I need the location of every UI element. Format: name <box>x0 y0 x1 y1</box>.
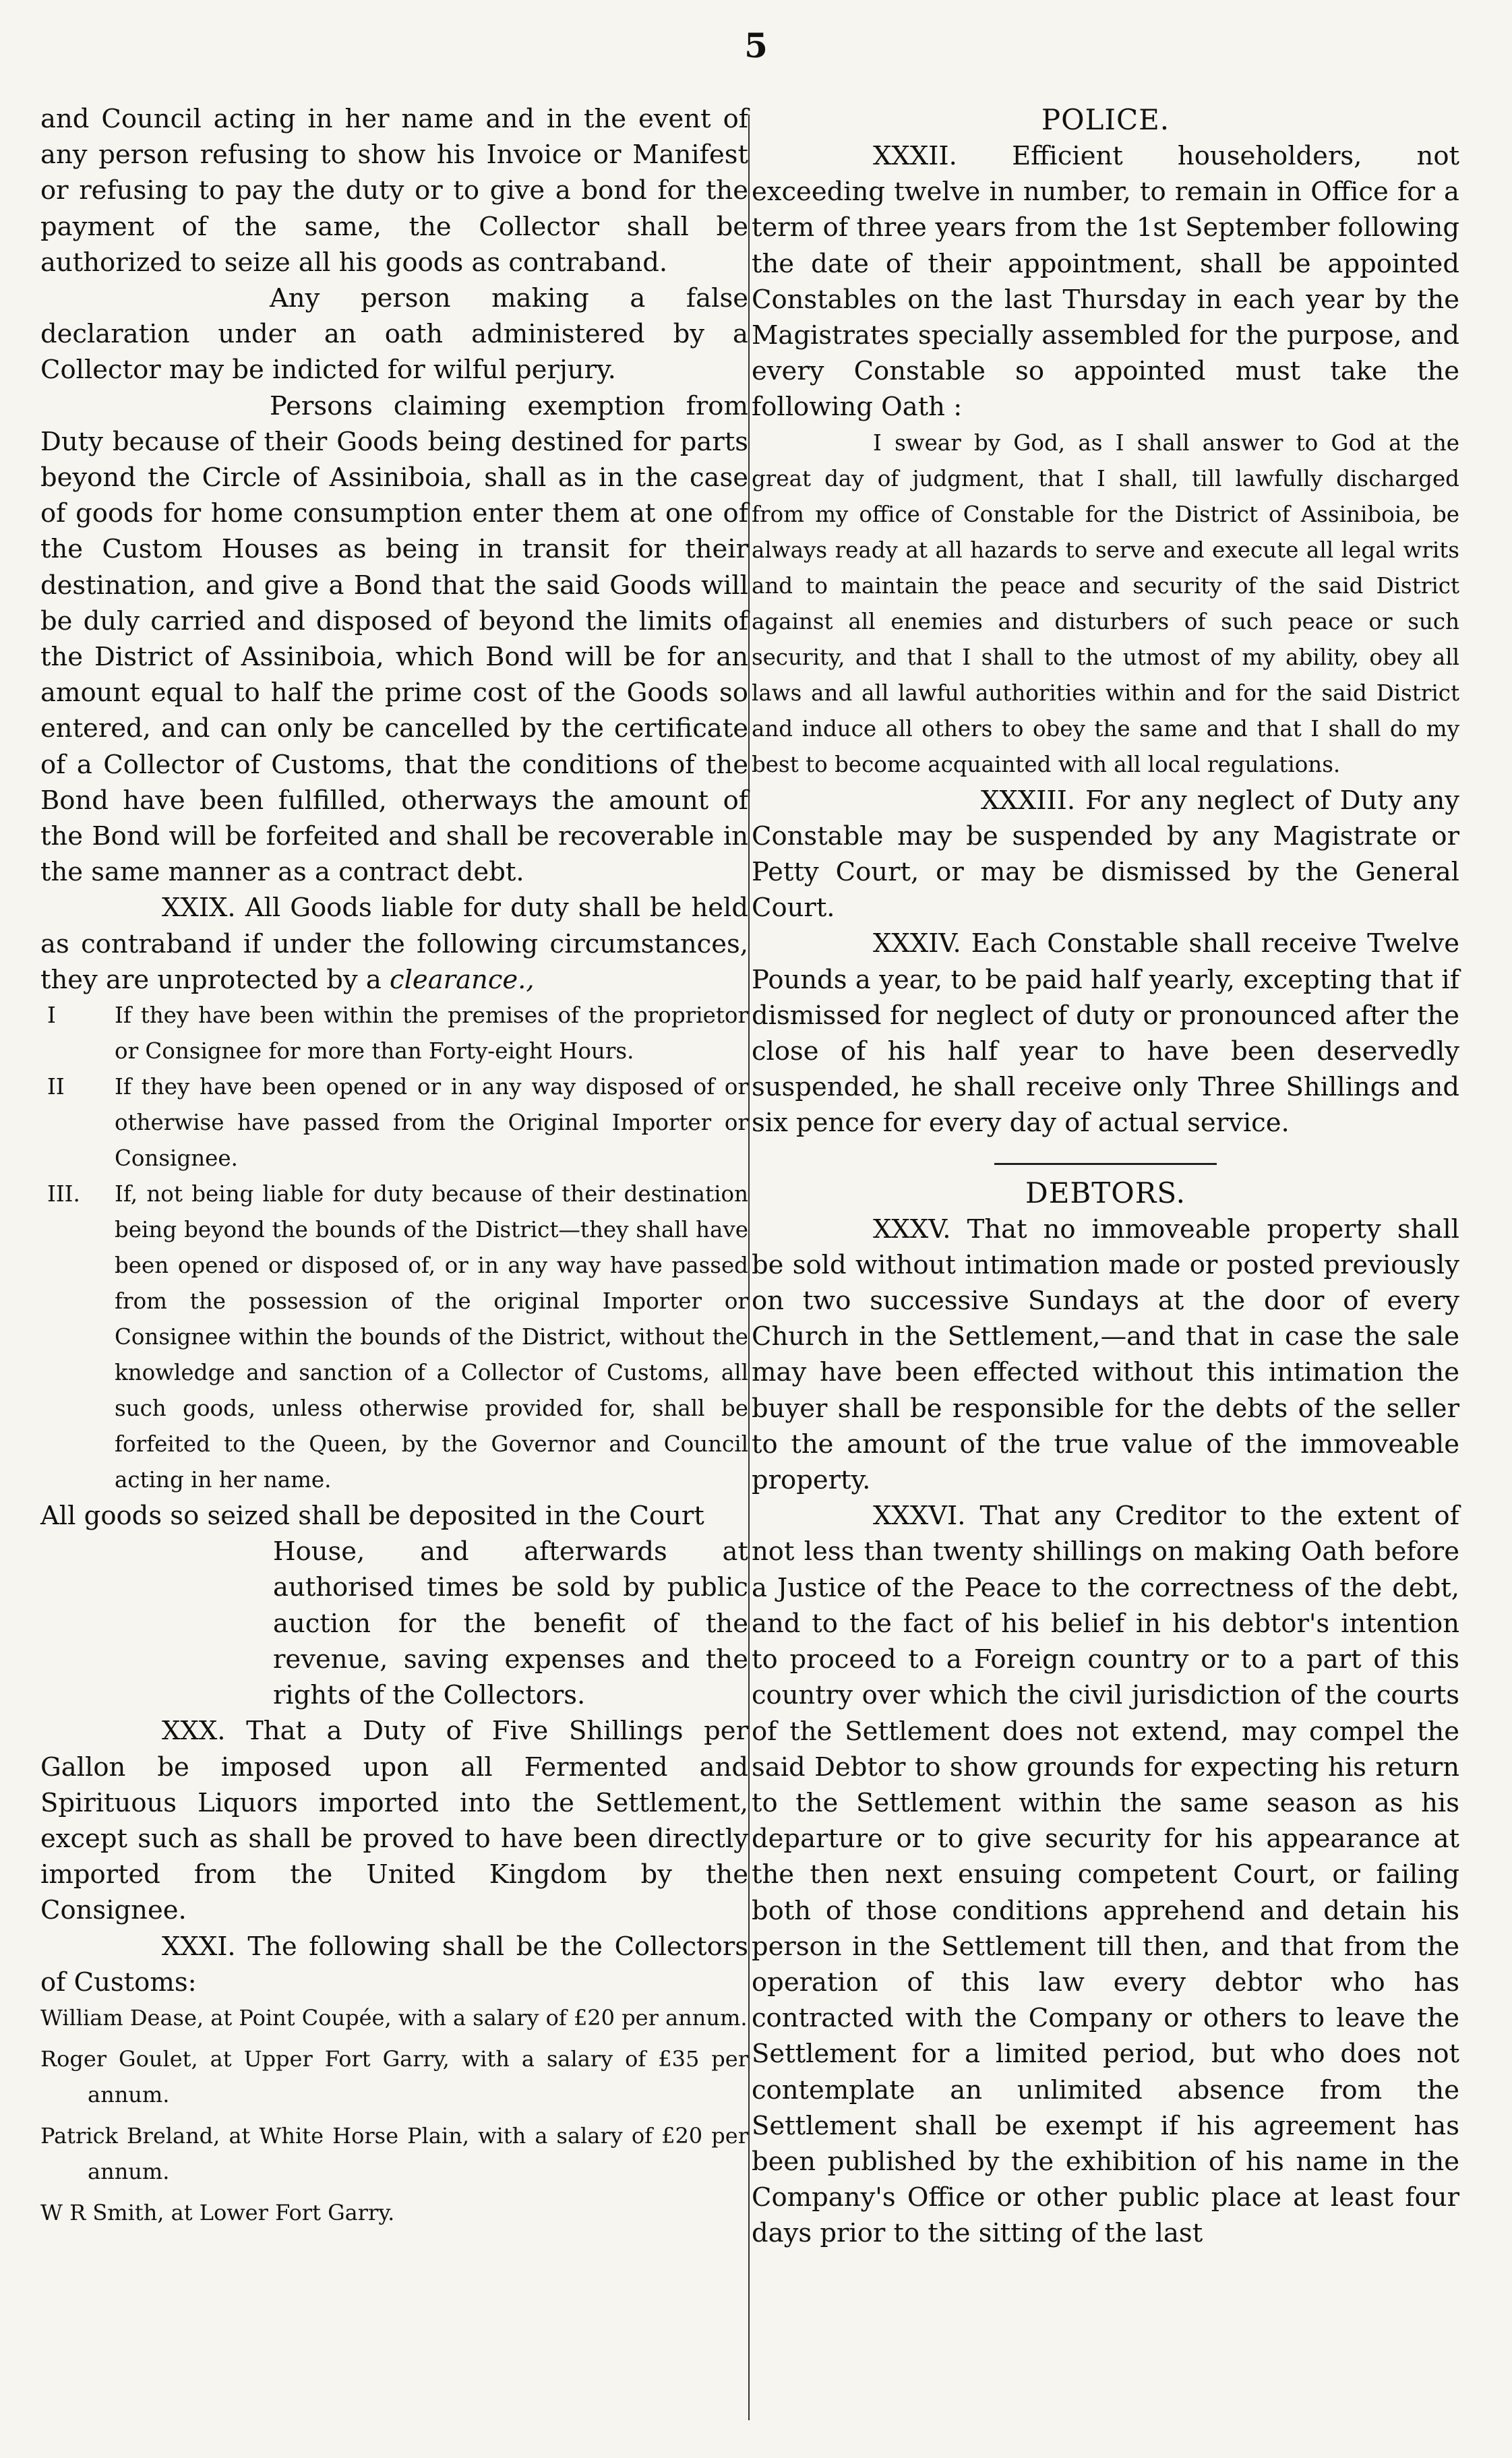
paragraph: and Council acting in her name and in the event of any person refusing to show his Invoice or Manifest or refusing to pay the duty or to give a bond for the payment of the same, the Collector shall be authorized to seize all his goods as contraband. <box>40 104 748 278</box>
section-number: XXXVI. <box>873 1501 966 1532</box>
collector-entry: William Dease, at Point Coupée, with a salary of £20 per annum. <box>40 2004 748 2031</box>
section-text: Efficient householders, not exceeding twelve in number, to remain in Office for a term of three years from the 1st September following the date of their appointment, shall be appointed Constables on the last Thursday in each year by the Magistrates specially assembled for the purpose, and every Constable so appointed must take the following Oath : <box>752 141 1459 423</box>
list-item <box>40 1176 748 1498</box>
section-number: XXXIV. <box>873 928 961 959</box>
section-text: That no immoveable property shall be sold without intimation made or posted previously on two successive Sundays at the door of every Church in the Settlement,—and that in case the sale may have been effected without this intimation the buyer shall be responsible for the debts of the seller to the amount of the true value of the immoveable property. <box>752 1213 1459 1496</box>
page-number: 5 <box>744 26 768 65</box>
section-xxix <box>40 890 748 998</box>
section-xxxiv <box>752 926 1459 1141</box>
police-heading: POLICE. <box>1041 103 1170 136</box>
item-text: If, not being liable for duty because of their destination being beyond the bounds of the District—they shall have been opened or disposed of, or in any way have passed from the possession of the original Importer or Consignee within the bounds of the District, without the knowledge and sanction of a Collector of Customs, all such goods, unless otherwise provided for, shall be forfeited to the Queen, by the Governor and Council acting in her name. <box>115 1181 748 1493</box>
section-number: XXXII. <box>873 141 957 171</box>
section-text: That any Creditor to the extent of not less than twenty shillings on making Oath before a Justice of the Peace to the correctness of the debt, and to the fact of his belief in his debtor's intention to proceed to a Foreign country or to a part of this country over which the civil jurisdiction of the courts of the Settlement does not extend, may compel the said Debtor to show grounds for expecting his return to the Settlement within the same season as his departure or to give security for his appearance at the then next ensuing competent Court, or failing both of those conditions apprehend and detain his person in the Settlement till then, and that from the operation of this law every debtor who has contracted with the Company or others to leave the Settlement for a limited period, but who does not contemplate an unlimited absence from the Settlement shall be exempt if his agreement has been published by the exhibition of his name in the Company's Office or other public place at least four days prior to the sitting of the last <box>752 1501 1459 2249</box>
section-number: XXX. <box>162 1716 226 1747</box>
section-text: The following shall be the Collectors of Customs: <box>40 1931 748 1998</box>
seized-goods-rest: House, and afterwards at authorised times be sold by public auction for the benefit of the revenue, saving expenses and the rights of the Collectors. <box>273 1536 748 1711</box>
section-number: XXIX. <box>162 893 236 924</box>
section-divider <box>994 1163 1217 1165</box>
item-number: I <box>47 1002 56 1029</box>
section-xxxi <box>40 1929 748 2000</box>
collector-entry: Patrick Breland, at White Horse Plain, with a salary of £20 per annum. <box>40 2122 748 2184</box>
section-xxxvi <box>752 1498 1459 2251</box>
section-text: Each Constable shall receive Twelve Pounds a year, to be paid half yearly, excepting that if dismissed for neglect of duty or pronounced after the close of his half year to have been deservedly suspended, he shall receive only Three Shillings and six pence for every day of actual service. <box>752 928 1459 1139</box>
debtors-heading: DEBTORS. <box>1025 1176 1186 1209</box>
section-xxxv <box>752 1211 1459 1499</box>
section-xxx <box>40 1713 748 1928</box>
section-number: XXXI. <box>162 1931 236 1962</box>
column-divider <box>748 115 750 2420</box>
section-text: For any neglect of Duty any Constable may be suspended by any Magistrate or Petty Court, or may be dismissed by the General Court. <box>752 785 1459 924</box>
seized-goods-first-line: All goods so seized shall be deposited in the Court <box>40 1501 704 1532</box>
section-number: XXXV. <box>873 1213 951 1245</box>
section-text: All Goods liable for duty shall be held as contraband if under the following circumstances, they are unprotected by a <box>40 893 748 995</box>
item-number: II <box>47 1074 65 1100</box>
item-text: If they have been within the premises of the proprietor or Consignee for more than Forty-eight Hours. <box>115 1002 748 1065</box>
list-item <box>40 998 748 1069</box>
right-column <box>752 101 1459 2252</box>
section-text: That a Duty of Five Shillings per Gallon be imposed upon all Fermented and Spirituous Liquors imported into the Settlement, except such as shall be proved to have been directly imported from the United Kingdom by the Consignee. <box>40 1716 748 1926</box>
item-text: If they have been opened or in any way disposed of or otherwise have passed from the Original Importer or Consignee. <box>115 1074 748 1172</box>
item-number: III. <box>47 1181 80 1207</box>
section-number: XXXIII. <box>981 785 1076 816</box>
section-xxxiii <box>752 783 1459 926</box>
paragraph: Any person making a false declaration under an oath administered by a Collector may be indicted for wilful perjury. <box>40 283 748 386</box>
constable-oath: I swear by God, as I shall answer to God at the great day of judgment, that I shall, till lawfully discharged from my office of Constable for the District of Assiniboia, be always ready at all hazards to serve and execute all legal writs and to maintain the peace and security of the said District against all enemies and disturbers of such peace or such security, and that I shall to the utmost of my ability, obey all laws and all lawful authorities within and for the said District and induce all others to obey the same and that I shall do my best to become acquainted with all local regulations. <box>752 429 1459 777</box>
clearance-term: clearance., <box>390 964 535 995</box>
list-item <box>40 1069 748 1176</box>
collector-entry: W R Smith, at Lower Fort Garry. <box>40 2199 395 2225</box>
collector-entry: Roger Goulet, at Upper Fort Garry, with a salary of £35 per annum. <box>40 2045 748 2107</box>
paragraph: Persons claiming exemption from Duty because of their Goods being destined for parts beyond the Circle of Assiniboia, shall as in the case of goods for home consumption enter them at one of the Custom Houses as being in transit for their destination, and give a Bond that the said Goods will be duly carried and disposed of beyond the limits of the District of Assiniboia, which Bond will be for an amount equal to half the prime cost of the Goods so entered, and can only be cancelled by the certificate of a Collector of Customs, that the conditions of the Bond have been fulfilled, otherways the amount of the Bond will be forfeited and shall be recoverable in the same manner as a contract debt. <box>40 390 748 888</box>
left-column <box>40 101 748 2236</box>
section-xxxii <box>752 138 1459 425</box>
